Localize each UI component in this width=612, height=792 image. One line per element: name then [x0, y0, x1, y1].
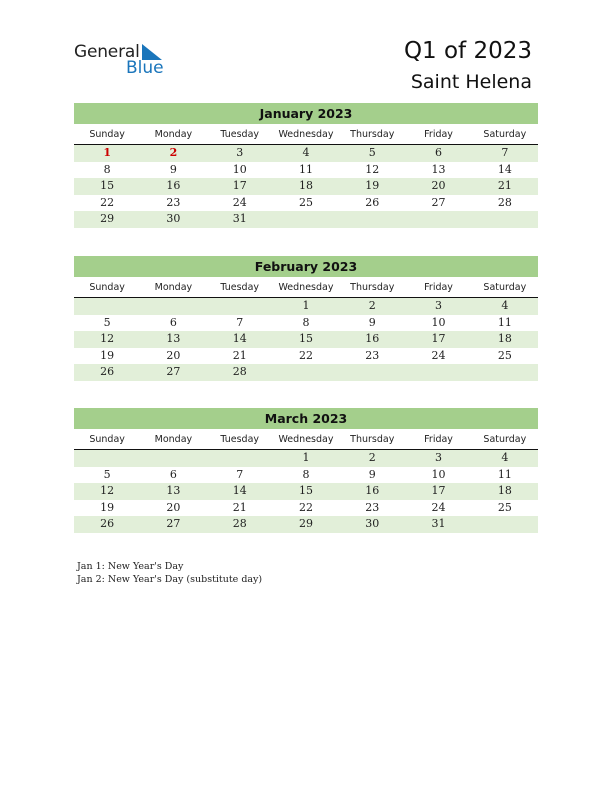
month-title: February 2023 [74, 256, 538, 277]
weekday-label: Saturday [483, 434, 527, 445]
date-cell: 1 [302, 299, 310, 312]
week-row [74, 315, 538, 332]
date-cell: 13 [166, 332, 181, 345]
weekday-label: Wednesday [278, 129, 334, 140]
date-cell: 17 [431, 484, 446, 497]
date-cell: 8 [103, 162, 111, 176]
date-cell: 11 [298, 162, 313, 176]
date-cell: 11 [497, 315, 512, 329]
date-cell: 9 [368, 467, 376, 481]
date-cell: 16 [365, 332, 380, 345]
date-cell: 10 [232, 162, 247, 176]
date-cell: 9 [169, 162, 177, 176]
date-cell: 18 [497, 332, 512, 345]
date-cell [140, 298, 206, 315]
date-cell: 30 [365, 517, 380, 530]
weekday-label: Tuesday [220, 282, 260, 293]
date-cell: 6 [435, 146, 443, 159]
date-cell: 22 [298, 348, 313, 362]
date-cell: 19 [365, 179, 380, 192]
weekday-label: Friday [424, 282, 453, 293]
date-cell: 15 [298, 484, 313, 497]
date-cell: 2 [368, 451, 376, 464]
date-cell: 16 [166, 179, 181, 192]
page-title: Q1 of 2023 [403, 38, 532, 64]
date-cell: 13 [166, 484, 181, 497]
date-cell: 16 [365, 484, 380, 497]
date-cell: 11 [497, 467, 512, 481]
date-cell: 21 [232, 348, 247, 362]
date-cell: 31 [232, 212, 247, 225]
date-cell: 20 [431, 179, 446, 192]
date-cell: 28 [497, 195, 512, 209]
date-cell: 25 [497, 348, 512, 362]
date-cell: 2 [368, 299, 376, 312]
date-cell: 25 [497, 500, 512, 514]
date-cell [472, 364, 538, 381]
date-cell: 27 [166, 365, 181, 378]
logo-general-text: General [74, 42, 140, 62]
page-subtitle: Saint Helena [410, 71, 532, 93]
date-cell: 21 [232, 500, 247, 514]
date-cell [405, 364, 471, 381]
date-cell [339, 364, 405, 381]
holiday-date-cell: 1 [103, 146, 111, 159]
date-cell [207, 450, 273, 467]
date-cell: 7 [236, 467, 244, 481]
month-title: March 2023 [74, 408, 538, 429]
week-row [74, 364, 538, 381]
logo [74, 42, 174, 78]
week-row [74, 348, 538, 365]
week-row [74, 450, 538, 467]
date-cell [472, 516, 538, 533]
week-row [74, 145, 538, 162]
weekday-label: Tuesday [220, 129, 260, 140]
date-cell: 23 [365, 500, 380, 514]
month-calendar-march [74, 408, 538, 533]
date-cell: 6 [169, 467, 177, 481]
date-cell: 31 [431, 517, 446, 530]
date-cell: 27 [431, 195, 446, 209]
date-cell: 21 [497, 179, 512, 192]
week-row [74, 195, 538, 212]
date-cell: 4 [501, 299, 509, 312]
weekday-header-row [74, 127, 538, 145]
date-cell: 24 [431, 500, 446, 514]
week-row [74, 467, 538, 484]
weekday-label: Sunday [89, 129, 125, 140]
date-cell: 23 [166, 195, 181, 209]
date-cell [140, 450, 206, 467]
weekday-label: Thursday [350, 434, 395, 445]
date-cell: 1 [302, 451, 310, 464]
weekday-header-row [74, 432, 538, 450]
date-cell: 12 [100, 484, 115, 497]
weekday-label: Tuesday [220, 434, 260, 445]
date-cell: 26 [100, 517, 115, 530]
date-cell: 5 [103, 315, 111, 329]
date-cell: 17 [232, 179, 247, 192]
date-cell: 15 [100, 179, 115, 192]
date-cell: 10 [431, 315, 446, 329]
holiday-note: Jan 2: New Year's Day (substitute day) [77, 574, 263, 585]
week-row [74, 162, 538, 179]
date-cell: 15 [298, 332, 313, 345]
date-cell: 10 [431, 467, 446, 481]
month-calendar-february [74, 256, 538, 381]
date-cell: 14 [232, 484, 247, 497]
weekday-label: Monday [154, 129, 193, 140]
week-row [74, 298, 538, 315]
date-cell: 5 [368, 146, 376, 159]
date-cell: 23 [365, 348, 380, 362]
date-cell: 8 [302, 467, 310, 481]
date-cell: 26 [100, 365, 115, 378]
month-calendar-january [74, 103, 538, 228]
date-cell: 24 [431, 348, 446, 362]
date-cell: 7 [501, 146, 509, 159]
logo-blue-text: Blue [126, 58, 164, 78]
date-cell: 20 [166, 500, 181, 514]
date-cell [273, 364, 339, 381]
date-cell: 14 [232, 332, 247, 345]
date-cell: 18 [298, 179, 313, 192]
date-cell: 22 [100, 195, 115, 209]
date-cell: 28 [232, 365, 247, 378]
date-cell: 25 [298, 195, 313, 209]
date-cell: 29 [100, 212, 115, 225]
date-cell [405, 211, 471, 228]
date-cell [472, 211, 538, 228]
date-cell: 4 [302, 146, 310, 159]
weekday-label: Monday [154, 282, 193, 293]
date-cell: 4 [501, 451, 509, 464]
date-cell: 3 [435, 299, 443, 312]
date-cell: 8 [302, 315, 310, 329]
holiday-date-cell: 2 [169, 146, 178, 159]
weekday-label: Thursday [350, 282, 395, 293]
holiday-notes [77, 560, 262, 586]
weekday-label: Wednesday [278, 282, 334, 293]
week-row [74, 516, 538, 533]
date-cell: 17 [431, 332, 446, 345]
weekday-label: Monday [154, 434, 193, 445]
weekday-label: Sunday [89, 282, 125, 293]
weekday-label: Saturday [483, 282, 527, 293]
date-cell: 3 [236, 146, 244, 159]
weekday-label: Friday [424, 129, 453, 140]
weekday-label: Sunday [89, 434, 125, 445]
date-cell [207, 298, 273, 315]
date-cell: 14 [497, 162, 512, 176]
week-row [74, 211, 538, 228]
date-cell: 22 [298, 500, 313, 514]
date-cell: 27 [166, 517, 181, 530]
weekday-header-row [74, 280, 538, 298]
date-cell: 29 [298, 517, 313, 530]
date-cell [273, 211, 339, 228]
date-cell: 12 [100, 332, 115, 345]
date-cell: 6 [169, 315, 177, 329]
date-cell: 19 [100, 500, 115, 514]
weekday-label: Wednesday [278, 434, 334, 445]
week-row [74, 178, 538, 195]
weekday-label: Thursday [350, 129, 395, 140]
date-cell [74, 450, 140, 467]
holiday-note: Jan 1: New Year's Day [77, 561, 184, 572]
date-cell: 9 [368, 315, 376, 329]
date-cell: 5 [103, 467, 111, 481]
weekday-label: Friday [424, 434, 453, 445]
date-cell: 7 [236, 315, 244, 329]
date-cell: 19 [100, 348, 115, 362]
date-cell: 20 [166, 348, 181, 362]
week-row [74, 331, 538, 348]
date-cell: 26 [365, 195, 380, 209]
week-row [74, 500, 538, 517]
week-row [74, 483, 538, 500]
date-cell: 3 [435, 451, 443, 464]
date-cell: 28 [232, 517, 247, 530]
month-title: January 2023 [74, 103, 538, 124]
date-cell: 30 [166, 212, 181, 225]
weekday-label: Saturday [483, 129, 527, 140]
date-cell: 18 [497, 484, 512, 497]
date-cell: 13 [431, 162, 446, 176]
date-cell: 24 [232, 195, 247, 209]
date-cell [339, 211, 405, 228]
date-cell: 12 [365, 162, 380, 176]
date-cell [74, 298, 140, 315]
